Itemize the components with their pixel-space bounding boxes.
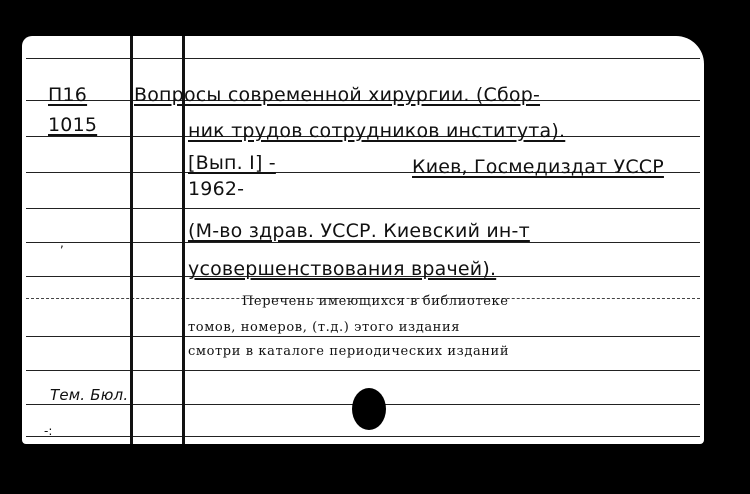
- entry-line-6: (М-во здрав. УССР. Киевский ин-т: [188, 220, 530, 242]
- punch-hole: [352, 388, 386, 430]
- call-number-line2: 1015: [48, 114, 98, 136]
- stamp-line-1: Перечень имеющихся в библиотеке: [242, 294, 509, 309]
- tick-mark: ,: [60, 236, 64, 250]
- stamp-line-2: томов, номеров, (т.д.) этого издания: [188, 320, 461, 335]
- ruled-line: [26, 336, 700, 337]
- margin-line-left: [130, 36, 133, 444]
- stamp-line-3: смотри в каталоге периодических изданий: [188, 344, 510, 359]
- entry-line-1: Вопросы современной хирургии. (Сбор-: [134, 84, 541, 106]
- call-number-line1: П16: [48, 84, 88, 106]
- ruled-line: [26, 370, 700, 371]
- entry-line-2: ник трудов сотрудников института).: [188, 120, 566, 142]
- ruled-line: [26, 208, 700, 209]
- entry-line-7: усовершенствования врачей).: [188, 258, 497, 280]
- catalog-card: [22, 36, 704, 444]
- tick-mark: -:: [44, 424, 53, 438]
- entry-line-5: 1962-: [188, 178, 245, 200]
- entry-line-4: Киев, Госмедиздат УССР: [412, 156, 664, 178]
- ruled-line: [26, 58, 700, 59]
- margin-note: Тем. Бюл.: [50, 386, 129, 404]
- ruled-line: [26, 436, 700, 437]
- entry-line-3: [Вып. I] -: [188, 152, 276, 174]
- ruled-line: [26, 242, 700, 243]
